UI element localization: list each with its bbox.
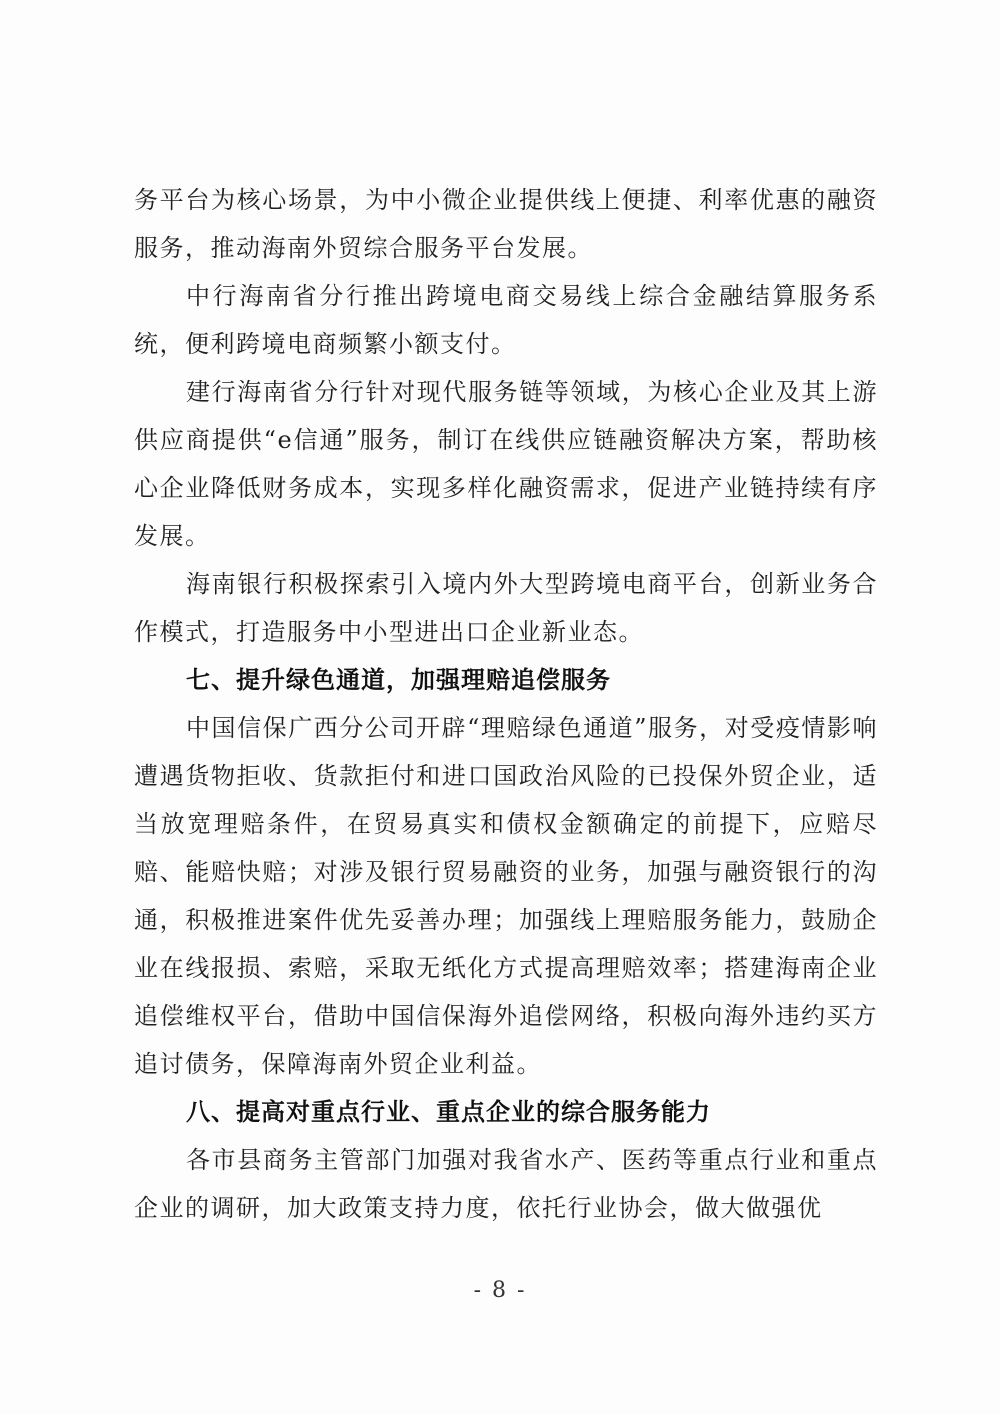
document-body (134, 176, 878, 1232)
paragraph-4: 海南银行积极探索引入境内外大型跨境电商平台，创新业务合作模式，打造服务中小型进出口企业新业态。 (134, 570, 878, 646)
paragraph-6: 各市县商务主管部门加强对我省水产、医药等重点行业和重点企业的调研，加大政策支持力度，依托行业协会，做大做强优 (134, 1146, 878, 1222)
page-number: - 8 - (473, 1278, 527, 1303)
section-heading-8: 八、提高对重点行业、重点企业的综合服务能力 (186, 1098, 711, 1126)
section-heading-7: 七、提升绿色通道，加强理赔追偿服务 (186, 666, 611, 694)
paragraph-5: 中国信保广西分公司开辟“理赔绿色通道”服务，对受疫情影响遭遇货物拒收、货款拒付和进口国政治风险的已投保外贸企业，适当放宽理赔条件，在贸易真实和债权金额确定的前提下，应赔尽赔、能赔快赔；对涉及银行贸易融资的业务，加强与融资银行的沟通，积极推进案件优先妥善办理；加强线上理赔服务能力，鼓励企业在线报损、索赔，采取无纸化方式提高理赔效率；搭建海南企业追偿维权平台，借助中国信保海外追偿网络，积极向海外违约买方追讨债务，保障海南外贸企业利益。 (134, 714, 878, 1078)
paragraph-1: 务平台为核心场景，为中小微企业提供线上便捷、利率优惠的融资服务，推动海南外贸综合服务平台发展。 (134, 186, 878, 262)
paragraph-3: 建行海南省分行针对现代服务链等领域，为核心企业及其上游供应商提供“e信通”服务，制订在线供应链融资解决方案，帮助核心企业降低财务成本，实现多样化融资需求，促进产业链持续有序发展。 (134, 378, 878, 550)
paragraph-2: 中行海南省分行推出跨境电商交易线上综合金融结算服务系统，便利跨境电商频繁小额支付。 (134, 282, 878, 358)
